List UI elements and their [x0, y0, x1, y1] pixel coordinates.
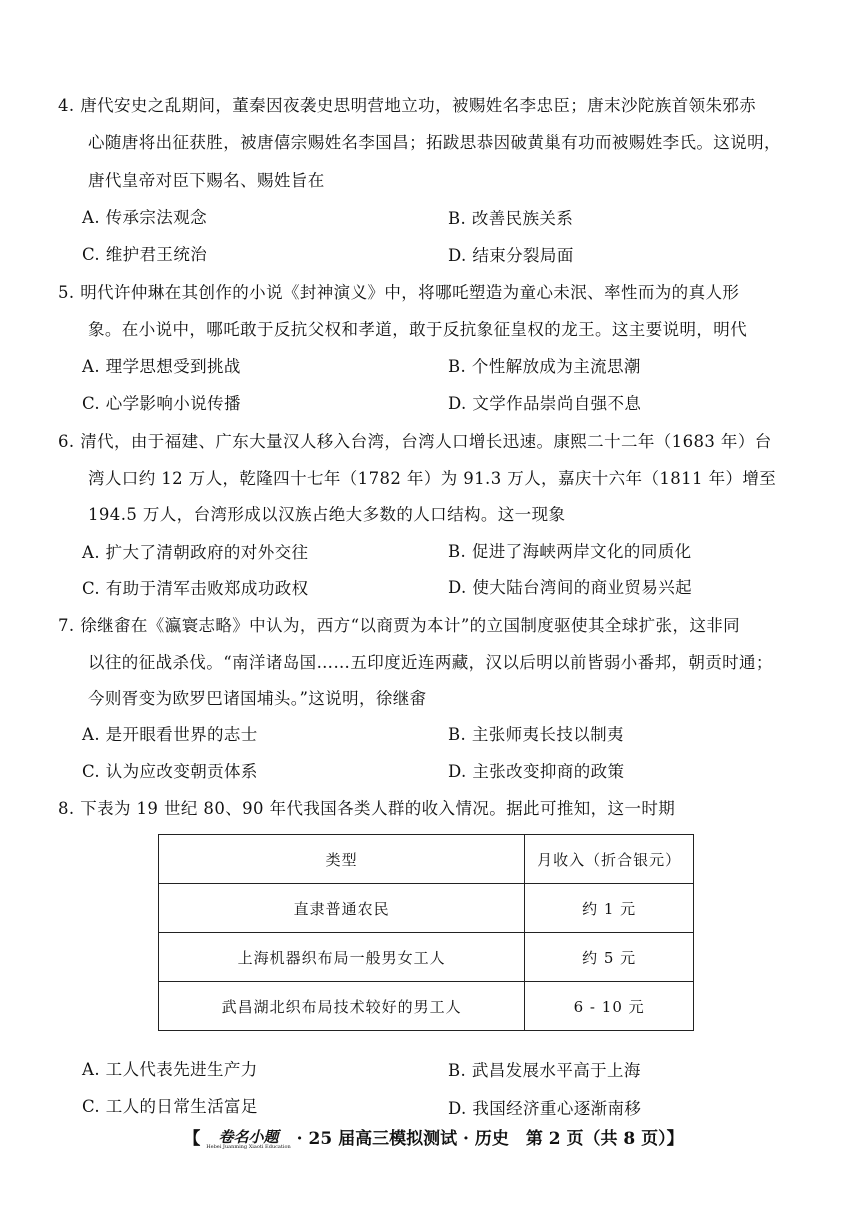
- question-4-option-c: C. 维护君王统治: [82, 245, 208, 264]
- table-cell-income: 6 - 10 元: [525, 982, 694, 1031]
- brand-logo-subtext: Hebei Juanming Xiaoti Education: [206, 1143, 291, 1150]
- question-8-option-a: A. 工人代表先进生产力: [82, 1060, 258, 1079]
- income-table: [158, 834, 694, 1031]
- question-6-option-b: B. 促进了海峡两岸文化的同质化: [448, 542, 692, 561]
- question-4-line-2: 心随唐将出征获胜，被唐僖宗赐姓名李国昌；拓跋思恭因破黄巢有功而被赐姓李氏。这说明，: [88, 133, 781, 152]
- question-8-line-1: 8. 下表为 19 世纪 80、90 年代我国各类人群的收入情况。据此可推知，这一时期: [58, 799, 676, 818]
- question-8-option-c: C. 工人的日常生活富足: [82, 1097, 258, 1116]
- question-7-line-3: 今则胥变为欧罗巴诸国埔头。”这说明，徐继畬: [88, 689, 427, 708]
- table-row: [159, 933, 694, 982]
- table-row: [159, 884, 694, 933]
- question-5-line-1: 5. 明代许仲琳在其创作的小说《封神演义》中，将哪吒塑造为童心未泯、率性而为的真人形: [58, 283, 740, 302]
- question-7-line-2: 以往的征战杀伐。“南洋诸岛国……五印度近连两藏，汉以后明以前皆弱小番邦，朝贡时通；: [88, 653, 773, 672]
- brand-logo-text: 卷名小题: [218, 1127, 279, 1146]
- question-5-option-d: D. 文学作品崇尚自强不息: [448, 394, 642, 413]
- question-7-option-d: D. 主张改变抑商的政策: [448, 762, 625, 781]
- footer-text: · 25 届高三模拟测试 · 历史 第 2 页（共 8 页）】: [296, 1129, 684, 1149]
- question-6-line-1: 6. 清代，由于福建、广东大量汉人移入台湾，台湾人口增长迅速。康熙二十二年（1683 年）台: [58, 432, 772, 451]
- table-row: [159, 982, 694, 1031]
- table-cell-type: 武昌湖北织布局技术较好的男工人: [159, 982, 525, 1031]
- question-8-option-b: B. 武昌发展水平高于上海: [448, 1061, 641, 1080]
- question-7-line-1: 7. 徐继畬在《瀛寰志略》中认为，西方“以商贾为本计”的立国制度驱使其全球扩张，这非同: [58, 616, 741, 635]
- table-cell-income: 约 5 元: [525, 933, 694, 982]
- table-cell-type: 上海机器织布局一般男女工人: [159, 933, 525, 982]
- question-4-option-a: A. 传承宗法观念: [82, 208, 208, 227]
- table-cell-type: 直隶普通农民: [159, 884, 525, 933]
- question-5-option-c: C. 心学影响小说传播: [82, 394, 241, 413]
- question-5-option-b: B. 个性解放成为主流思潮: [448, 357, 641, 376]
- question-7-option-c: C. 认为应改变朝贡体系: [82, 762, 258, 781]
- question-6-option-d: D. 使大陆台湾间的商业贸易兴起: [448, 578, 693, 597]
- table-header-income: 月收入（折合银元）: [525, 835, 694, 884]
- question-6-option-c: C. 有助于清军击败郑成功政权: [82, 579, 309, 598]
- brand-logo: [206, 1127, 291, 1150]
- footer-open-bracket: 【: [183, 1129, 201, 1149]
- question-5-line-2: 象。在小说中，哪吒敢于反抗父权和孝道，敢于反抗象征皇权的龙王。这主要说明，明代: [88, 320, 748, 339]
- table-header-type: 类型: [159, 835, 525, 884]
- question-7-option-b: B. 主张师夷长技以制夷: [448, 725, 624, 744]
- question-4-option-b: B. 改善民族关系: [448, 209, 574, 228]
- question-4-line-3: 唐代皇帝对臣下赐名、赐姓旨在: [88, 171, 325, 190]
- question-8-option-d: D. 我国经济重心逐渐南移: [448, 1099, 642, 1118]
- question-7-option-a: A. 是开眼看世界的志士: [82, 725, 258, 744]
- table-header-row: [159, 835, 694, 884]
- table-cell-income: 约 1 元: [525, 884, 694, 933]
- question-4-line-1: 4. 唐代安史之乱期间，董秦因夜袭史思明营地立功，被赐姓名李忠臣；唐末沙陀族首领朱邪赤: [58, 96, 757, 115]
- question-6-line-3: 194.5 万人，台湾形成以汉族占绝大多数的人口结构。这一现象: [88, 505, 566, 524]
- question-6-option-a: A. 扩大了清朝政府的对外交往: [82, 543, 309, 562]
- question-4-option-d: D. 结束分裂局面: [448, 246, 574, 265]
- question-5-option-a: A. 理学思想受到挑战: [82, 357, 241, 376]
- page-footer: [0, 1124, 867, 1150]
- question-6-line-2: 湾人口约 12 万人，乾隆四十七年（1782 年）为 91.3 万人，嘉庆十六年（1811 年）增至: [88, 469, 777, 488]
